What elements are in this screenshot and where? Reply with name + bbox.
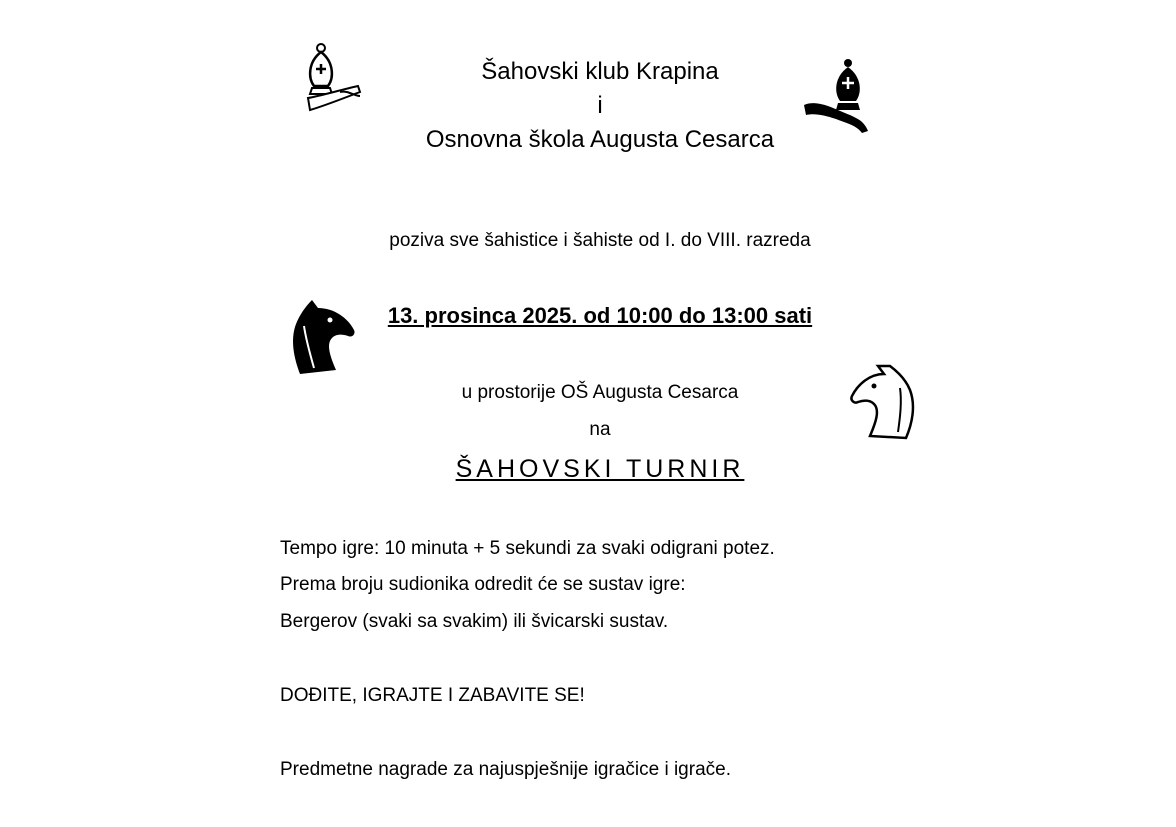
rule-line-2: Prema broju sudionika odredit će se sustav igre: [280, 574, 686, 595]
rule-line-1: Tempo igre: 10 minuta + 5 sekundi za svaki odigrani potez. [280, 538, 775, 559]
event-title: ŠAHOVSKI TURNIR [455, 455, 745, 483]
prizes-text: Predmetne nagrade za najuspješnije igračice i igrače. [280, 759, 731, 780]
rule-line-3: Bergerov (svaki sa svakim) ili švicarski sustav. [280, 611, 669, 632]
connector-text: na [589, 419, 611, 440]
invitation-text: poziva sve šahistice i šahiste od I. do VIII. razreda [389, 230, 811, 251]
slogan: DOĐITE, IGRAJTE I ZABAVITE SE! [280, 685, 585, 706]
club-name: Šahovski klub Krapina [481, 58, 719, 85]
venue-text: u prostorije OŠ Augusta Cesarca [461, 382, 739, 403]
event-date: 13. prosinca 2025. od 10:00 do 13:00 sati [387, 303, 813, 328]
conjunction-i: i [597, 92, 603, 119]
school-name: Osnovna škola Augusta Cesarca [425, 126, 775, 153]
